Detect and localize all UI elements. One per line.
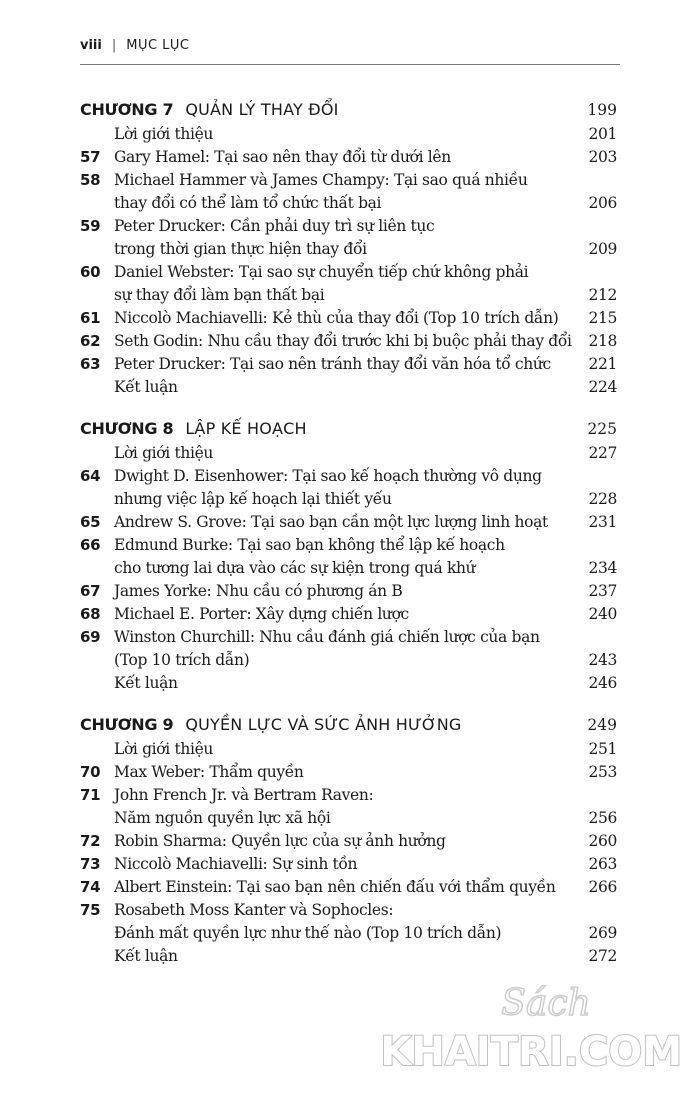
entry-page-number: 228 [588, 490, 617, 508]
toc-entry [80, 738, 617, 761]
chapter-heading [80, 715, 617, 734]
toc-entry [80, 376, 617, 399]
table-of-contents [80, 100, 617, 968]
watermark-brand-text: KHAITRI.COM [380, 1029, 682, 1073]
entry-page-number: 266 [588, 878, 617, 896]
entry-page-number: 224 [588, 378, 617, 396]
entry-page-number: 212 [588, 286, 617, 304]
entry-title: Kết luận [114, 378, 178, 396]
running-head [80, 38, 620, 65]
toc-entry [80, 215, 617, 261]
entry-title: Lời giới thiệu [114, 125, 214, 143]
entry-page-number: 251 [588, 740, 617, 758]
chapter-page-number: 249 [587, 716, 617, 734]
toc-entry [80, 672, 617, 695]
entry-title: Niccolò Machiavelli: Sự sinh tồn [114, 855, 358, 873]
entry-page-number: 272 [588, 947, 617, 965]
entry-page-number: 243 [588, 651, 617, 669]
toc-entry [80, 603, 617, 626]
entry-page-number: 221 [588, 355, 617, 373]
entry-number: 63 [80, 355, 101, 373]
entry-page-number: 201 [588, 125, 617, 143]
chapter-heading [80, 419, 617, 438]
entry-page-number: 260 [588, 832, 617, 850]
entry-title: Daniel Webster: Tại sao sự chuyển tiếp chứ không phải sự thay đổi làm bạn thất bại [114, 263, 529, 304]
entry-title: Kết luận [114, 947, 178, 965]
entry-page-number: 203 [588, 148, 617, 166]
entry-number: 67 [80, 582, 101, 600]
entry-page-number: 269 [588, 924, 617, 942]
toc-entry [80, 261, 617, 307]
chapter-heading [80, 100, 617, 119]
chapter-number: CHƯƠNG 8 [80, 419, 174, 438]
entry-number: 74 [80, 878, 101, 896]
entry-title: Edmund Burke: Tại sao bạn không thể lập kế hoạch cho tương lai dựa vào các sự kiện trong quá khứ [114, 536, 505, 577]
entry-number: 68 [80, 605, 101, 623]
watermark-logo [366, 973, 686, 1073]
entry-title: Niccolò Machiavelli: Kẻ thù của thay đổi (Top 10 trích dẫn) [114, 309, 559, 327]
toc-entry [80, 580, 617, 603]
entry-page-number: 253 [588, 763, 617, 781]
toc-entry [80, 876, 617, 899]
entry-page-number: 215 [588, 309, 617, 327]
entry-number: 65 [80, 513, 101, 531]
toc-entry [80, 442, 617, 465]
entry-number: 59 [80, 217, 101, 235]
toc-entry [80, 123, 617, 146]
toc-entry [80, 853, 617, 876]
chapter-page-number: 225 [587, 420, 617, 438]
chapter-page-number: 199 [587, 101, 617, 119]
toc-entry [80, 169, 617, 215]
toc-entry [80, 899, 617, 945]
entry-number: 70 [80, 763, 101, 781]
entry-page-number: 206 [588, 194, 617, 212]
entry-title: Winston Churchill: Nhu cầu đánh giá chiến lược của bạn (Top 10 trích dẫn) [114, 628, 540, 669]
toc-entry [80, 945, 617, 968]
entry-page-number: 227 [588, 444, 617, 462]
entry-page-number: 218 [588, 332, 617, 350]
entry-number: 58 [80, 171, 101, 189]
entry-title: Kết luận [114, 674, 178, 692]
entry-title: Max Weber: Thẩm quyền [114, 763, 304, 781]
toc-entry [80, 784, 617, 830]
entry-number: 69 [80, 628, 101, 646]
entry-page-number: 256 [588, 809, 617, 827]
chapter-title: QUẢN LÝ THAY ĐỔI [185, 100, 339, 119]
toc-entry [80, 465, 617, 511]
entry-title: Peter Drucker: Cần phải duy trì sự liên tục trong thời gian thực hiện thay đổi [114, 217, 435, 258]
entry-page-number: 234 [588, 559, 617, 577]
toc-entry [80, 330, 617, 353]
entry-title: Lời giới thiệu [114, 444, 214, 462]
entry-number: 75 [80, 901, 101, 919]
entry-title: John French Jr. và Bertram Raven: Năm nguồn quyền lực xã hội [114, 786, 374, 827]
entry-title: Rosabeth Moss Kanter và Sophocles: Đánh mất quyền lực như thế nào (Top 10 trích dẫn) [114, 901, 502, 942]
entry-page-number: 263 [588, 855, 617, 873]
header-page-number: viii [80, 38, 102, 53]
entry-title: James Yorke: Nhu cầu có phương án B [114, 582, 403, 600]
chapter-title: LẬP KẾ HOẠCH [185, 419, 307, 438]
entry-title: Robin Sharma: Quyền lực của sự ảnh hưởng [114, 832, 446, 850]
entry-number: 60 [80, 263, 101, 281]
toc-entry [80, 353, 617, 376]
entry-number: 73 [80, 855, 101, 873]
toc-entry [80, 626, 617, 672]
entry-title: Lời giới thiệu [114, 740, 214, 758]
toc-entry [80, 511, 617, 534]
toc-entry [80, 307, 617, 330]
entry-number: 66 [80, 536, 101, 554]
header-title: MỤC LỤC [126, 38, 190, 53]
entry-page-number: 240 [588, 605, 617, 623]
toc-entry [80, 534, 617, 580]
entry-title: Gary Hamel: Tại sao nên thay đổi từ dưới lên [114, 148, 451, 166]
header-separator: | [111, 38, 117, 53]
chapter-number: CHƯƠNG 7 [80, 100, 174, 119]
chapter-number: CHƯƠNG 9 [80, 715, 174, 734]
entry-number: 62 [80, 332, 101, 350]
entry-number: 57 [80, 148, 101, 166]
entry-number: 61 [80, 309, 101, 327]
entry-number: 72 [80, 832, 101, 850]
entry-number: 71 [80, 786, 101, 804]
entry-page-number: 246 [588, 674, 617, 692]
entry-title: Albert Einstein: Tại sao bạn nên chiến đấu với thẩm quyền [114, 878, 556, 896]
entry-title: Dwight D. Eisenhower: Tại sao kế hoạch thường vô dụng nhưng việc lập kế hoạch lại thiết yếu [114, 467, 542, 508]
entry-title: Michael E. Porter: Xây dựng chiến lược [114, 605, 409, 623]
entry-title: Peter Drucker: Tại sao nên tránh thay đổi văn hóa tổ chức [114, 355, 551, 373]
entry-title: Seth Godin: Nhu cầu thay đổi trước khi bị buộc phải thay đổi [114, 332, 572, 350]
entry-page-number: 231 [588, 513, 617, 531]
watermark-script-text: Sách [501, 983, 591, 1024]
entry-title: Michael Hammer và James Champy: Tại sao quá nhiều thay đổi có thể làm tổ chức thất bại [114, 171, 528, 212]
toc-entry [80, 830, 617, 853]
entry-title: Andrew S. Grove: Tại sao bạn cần một lực lượng linh hoạt [114, 513, 548, 531]
toc-entry [80, 761, 617, 784]
toc-entry [80, 146, 617, 169]
chapter-title: QUYỀN LỰC VÀ SỨC ẢNH HƯỞNG [185, 715, 462, 734]
entry-page-number: 237 [588, 582, 617, 600]
entry-page-number: 209 [588, 240, 617, 258]
entry-number: 64 [80, 467, 101, 485]
